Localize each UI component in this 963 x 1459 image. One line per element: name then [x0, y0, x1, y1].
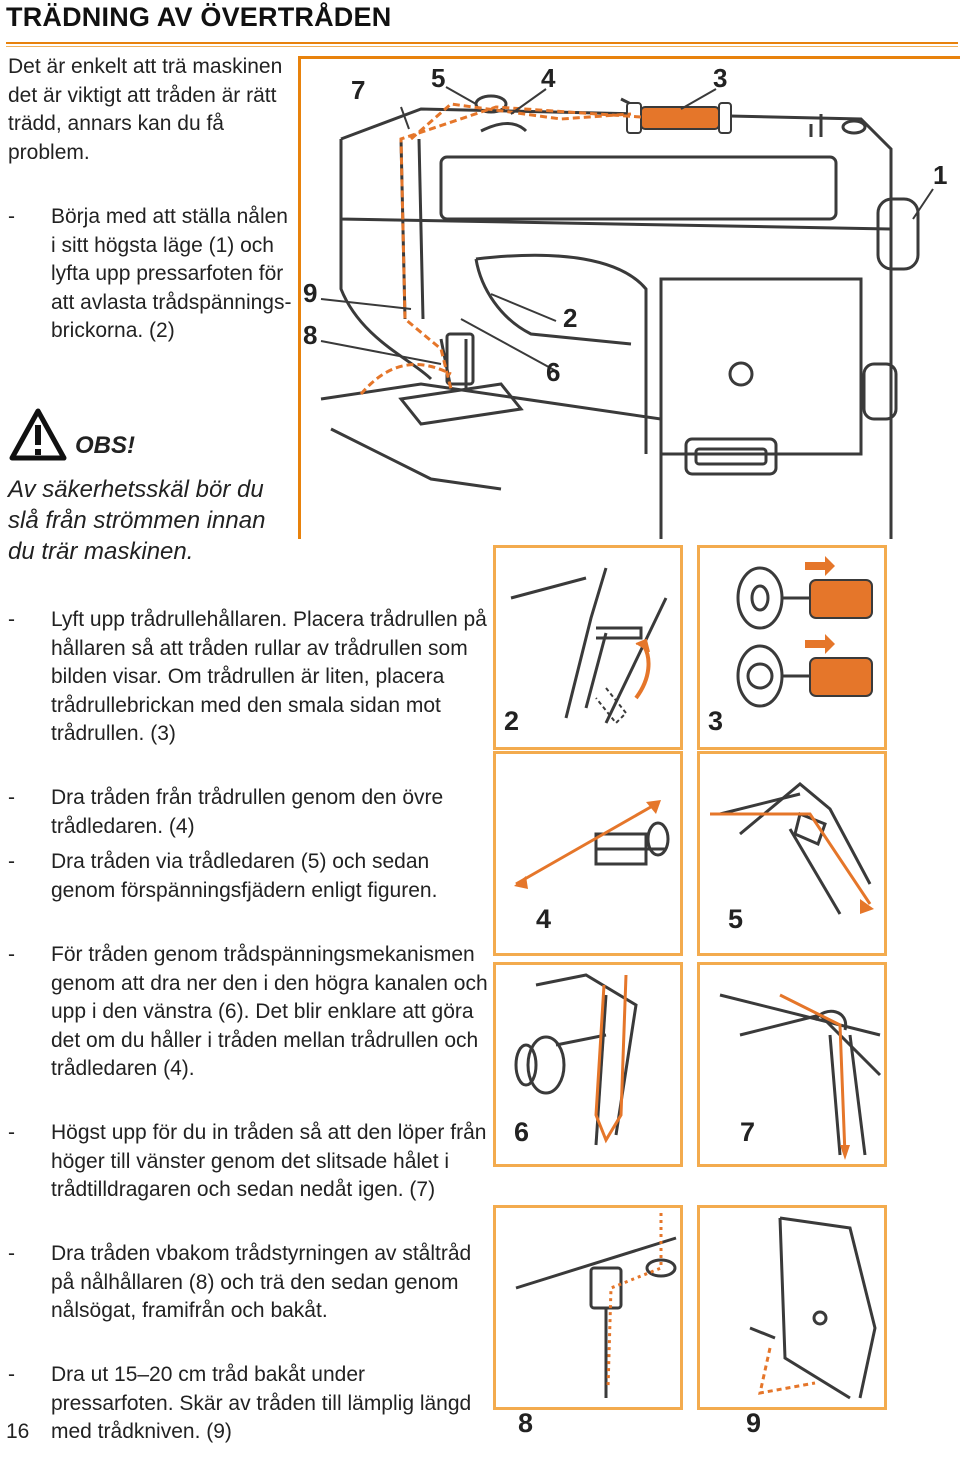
main-threading-figure [298, 56, 960, 539]
step-3 [8, 784, 488, 841]
callout-8: 8 [303, 320, 318, 350]
panel-number: 7 [740, 1117, 756, 1147]
bullet-dash: - [8, 608, 15, 631]
callout-2: 2 [563, 303, 578, 333]
step-text: Dra tråden från trådrullen genom den övre trådledaren. (4) [51, 786, 444, 838]
callout-9: 9 [303, 278, 318, 308]
panel-number: 4 [536, 904, 552, 934]
callout-3: 3 [713, 63, 728, 93]
take-up-lever-illustration [700, 965, 884, 1164]
step-text: Dra tråden vbakom trådstyrningen av ståltråd på nålhållaren (8) och trä den sedan genom nålsögat, framifrån och bakåt. [51, 1242, 472, 1323]
warning-text: Av säkerhetsskäl bör du slå från strömmen innan du trär maskinen. [8, 476, 266, 565]
page-title: TRÄDNING AV ÖVERTRÅDEN [6, 2, 392, 32]
presser-lever-illustration [496, 548, 680, 747]
callout-5: 5 [431, 63, 446, 93]
thread-cutter-illustration [700, 1208, 884, 1407]
panel-number: 5 [728, 904, 744, 934]
panel-number: 3 [708, 706, 724, 736]
bullet-dash: - [8, 1363, 15, 1386]
sewing-machine-illustration [301, 59, 963, 542]
bullet-dash: - [8, 943, 15, 966]
panel-number: 9 [746, 1408, 762, 1438]
intro-paragraph: Det är enkelt att trä maskinen det är viktigt att tråden är rätt trädd, annars kan du få problem. [8, 55, 283, 164]
detail-panel-9 [697, 1205, 887, 1438]
step-8 [8, 1361, 488, 1447]
callout-7: 7 [351, 75, 366, 105]
detail-panel-8 [493, 1205, 683, 1438]
step-text: För tråden genom trådspänningsmekanismen genom att dra ner den i den högra kanalen och upp i den vänstra (6). Det blir enklare att göra det om du håller i tråden mellan trådrullen och trådledaren (4). [51, 943, 488, 1081]
needle-threading-illustration [496, 1208, 680, 1407]
panel-number: 6 [514, 1117, 530, 1147]
detail-panel-4 [493, 751, 683, 956]
callout-1: 1 [933, 160, 948, 190]
step-2 [8, 606, 488, 749]
callout-4: 4 [541, 63, 556, 93]
upper-thread-guide-illustration [496, 754, 680, 953]
bullet-dash: - [8, 1242, 15, 1265]
bullet-dash: - [8, 205, 15, 228]
step-1 [8, 203, 298, 346]
step-text: Lyft upp trådrullehållaren. Placera trådrullen på hållaren så att tråden rullar av trådrullen som bilden visar. Om trådrullen är liten, placera trådrullebrickan med den smala sidan mot trådrullen. (3) [51, 608, 487, 746]
title-rule [6, 42, 958, 44]
detail-panel-5 [697, 751, 887, 956]
step-text: Dra tråden via trådledaren (5) och sedan genom förspänningsfjädern enligt figuren. [51, 850, 438, 902]
bullet-dash: - [8, 1121, 15, 1144]
warning-label: OBS! [75, 432, 135, 459]
step-4 [8, 848, 488, 905]
detail-panel-2 [493, 545, 683, 750]
detail-panel-3 [697, 545, 887, 750]
step-text: Högst upp för du in tråden så att den löper från höger till vänster genom det slitsade hålet i trådtilldragaren och sedan nedåt igen. (7) [51, 1121, 487, 1202]
detail-panel-6 [493, 962, 683, 1167]
step-text: Dra ut 15–20 cm tråd bakåt under pressarfoten. Skär av tråden till lämplig längd med trådkniven. (9) [51, 1363, 472, 1444]
page-number: 16 [6, 1420, 30, 1443]
panel-number: 2 [504, 706, 520, 736]
callout-6: 6 [546, 357, 561, 387]
bullet-dash: - [8, 786, 15, 809]
spool-placement-illustration [700, 548, 884, 747]
warning-triangle-icon [8, 407, 68, 463]
panel-number: 8 [518, 1408, 534, 1438]
step-5 [8, 941, 488, 1084]
step-text: Börja med att ställa nålen i sitt högsta läge (1) och lyfta upp pressarfoten för att avlasta trådspännings-brickorna. (2) [51, 205, 292, 343]
detail-panel-7 [697, 962, 887, 1167]
bullet-dash: - [8, 850, 15, 873]
title-rule-thin [6, 46, 958, 47]
step-6 [8, 1119, 488, 1205]
step-7 [8, 1240, 488, 1326]
